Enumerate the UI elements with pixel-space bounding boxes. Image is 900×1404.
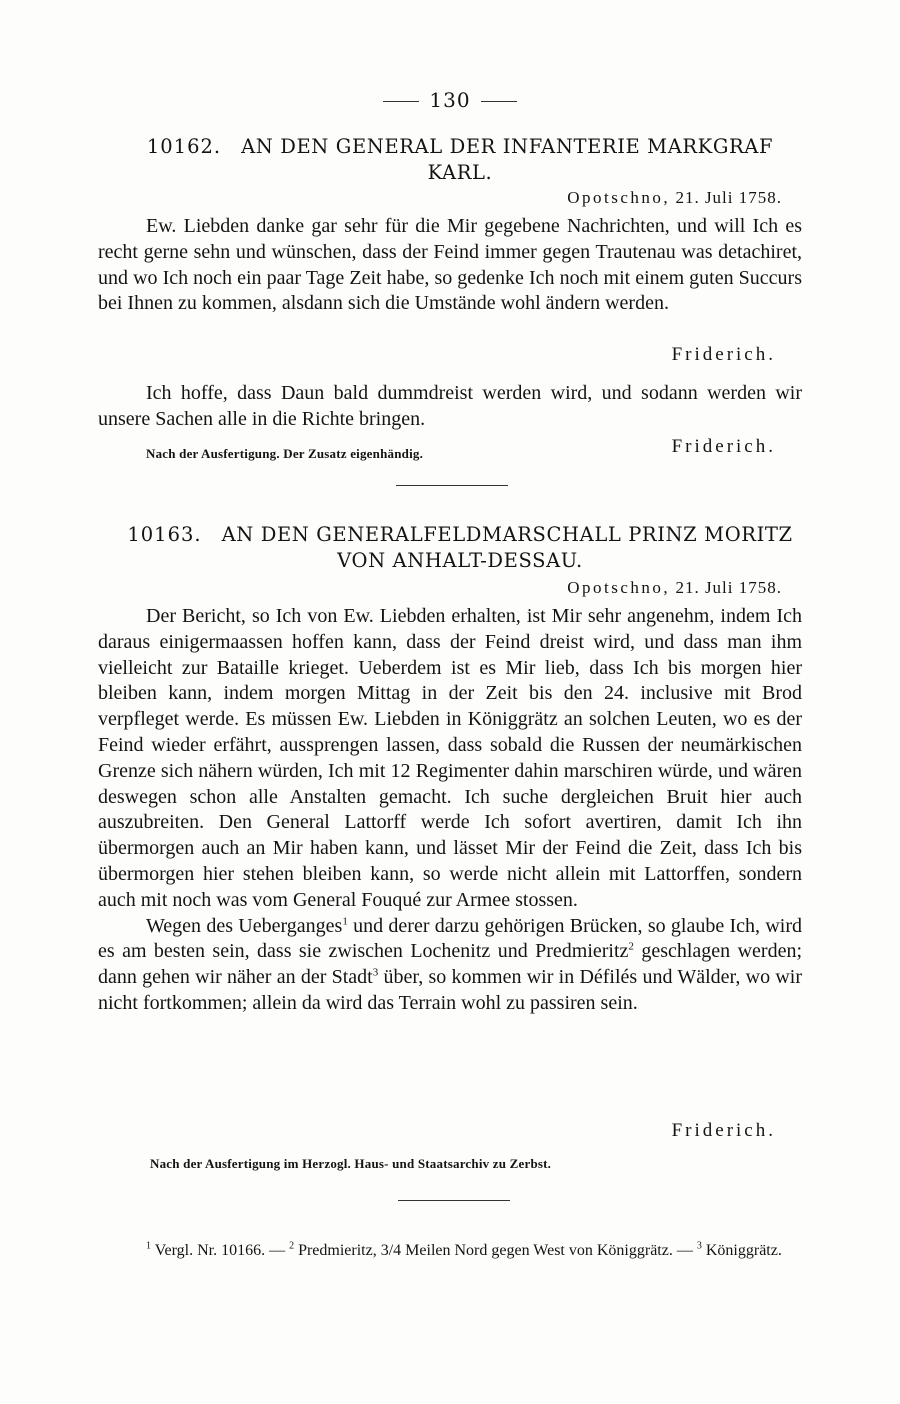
page-number-dash-left	[383, 101, 419, 102]
entry-title-line1: AN DEN GENERAL DER INFANTERIE MARKGRAF	[241, 135, 774, 158]
entry-number: 10163.	[127, 523, 202, 546]
entry-10162-letter-body	[98, 214, 802, 317]
place-name: Opotschno,	[567, 578, 671, 597]
text-run: geschlagen werden; dann gehen wir näher an der Stadt	[98, 940, 802, 989]
section-divider	[396, 485, 508, 486]
section-divider	[398, 1200, 510, 1201]
footnote-number: 2	[289, 1240, 295, 1252]
letter-date: 21. Juli 1758.	[675, 578, 782, 597]
entry-number: 10162.	[146, 135, 222, 158]
entry-10162-dateline	[567, 188, 782, 208]
signature: Friderich.	[671, 344, 776, 365]
letter-date: 21. Juli 1758.	[675, 188, 782, 207]
text-run: Wegen des Ueberganges	[146, 914, 343, 937]
source-note: Nach der Ausfertigung. Der Zusatz eigenhändig.	[146, 446, 424, 461]
footnotes	[98, 1240, 802, 1262]
footnote-text: Vergl. Nr. 10166. —	[151, 1242, 290, 1259]
letter-paragraph	[98, 914, 802, 1017]
entry-10163-heading	[116, 522, 804, 574]
entry-10163-letter-body	[98, 604, 802, 1017]
signature: Friderich.	[671, 1120, 776, 1141]
letter-paragraph: Ew. Liebden danke gar sehr für die Mir gegebene Nachrichten, und will Ich es recht gerne sehn und wünschen, dass der Feind immer gegen Trautenau was detachiret, und wo Ich noch ein paar Tage Zeit habe, so gedenke Ich noch mit einem guten Succurs bei Ihnen zu kommen, alsdann sich die Umstände wohl ändern werden.	[98, 215, 802, 315]
place-name: Opotschno,	[567, 188, 671, 207]
postscript-paragraph: Ich hoffe, dass Daun bald dummdreist werden wird, und sodann werden wir unsere Sachen alle in die Richte bringen.	[98, 382, 802, 430]
entry-title-line2: VON ANHALT-DESSAU.	[337, 549, 583, 572]
footnote-ref: 3	[372, 966, 379, 979]
entry-10162-heading	[116, 134, 804, 186]
entry-10163-dateline	[567, 578, 782, 598]
letter-paragraph: Der Bericht, so Ich von Ew. Liebden erhalten, ist Mir sehr angenehm, indem Ich daraus einigermaassen hoffen kann, dass der Feind dreist wird, und dass man ihm vielleicht zur Bataille krieget. Ueberdem ist es Mir lieb, dass Ich bis morgen hier bleiben kann, indem morgen Mittag in der Zeit bis den 24. inclusive mit Brod verpfleget werde. Es müssen Ew. Liebden in Königgrätz an solchen Leuten, wo es der Feind wieder erfährt, aussprengen lassen, dass sobald die Russen der neumärkischen Grenze sich nähern würden, Ich mit 12 Regimenter dahin marschiren würde, und wären deswegen schon alle Anstalten gemacht. Ich suche dergleichen Bruit hier auch auszubreiten. Den General Lattorff werde Ich sofort avertiren, damit Ich ihn übermorgen auch an Mir haben kann, und lässet Mir der Feind die Zeit, dass Ich bis übermorgen hier stehen bleiben kann, so werde nicht allein mit Lattorffen, sondern auch mit noch was vom General Fouqué zur Armee stossen.	[98, 605, 802, 911]
text-run: und derer darzu gehörigen Brücken, so glaube Ich, wird es am besten sein, dass sie zwischen Lochenitz und Predmieritz	[98, 914, 802, 963]
entry-title-line2: KARL.	[427, 161, 493, 184]
page-number-dash-right	[481, 101, 517, 102]
page-number-line	[0, 88, 900, 112]
footnote-number: 1	[146, 1240, 151, 1252]
footnote-ref: 2	[628, 940, 634, 953]
page-number: 130	[429, 88, 471, 112]
entry-title-line1: AN DEN GENERALFELDMARSCHALL PRINZ MORITZ	[221, 523, 793, 546]
entry-10162-postscript	[98, 381, 802, 433]
text-run: über, so kommen wir in Défilés und Wälder, wo wir nicht fortkommen; allein da wird das Terrain wohl zu passiren sein.	[98, 966, 802, 1014]
footnote-text: Predmieritz, 3/4 Meilen Nord gegen West von Königgrätz. —	[294, 1242, 697, 1259]
footnote-text: Königgrätz.	[701, 1242, 782, 1259]
signature: Friderich.	[671, 436, 776, 457]
footnote-ref: 1	[342, 914, 348, 927]
footnote-number: 3	[696, 1240, 702, 1252]
source-note: Nach der Ausfertigung im Herzogl. Haus- und Staatsarchiv zu Zerbst.	[150, 1156, 552, 1171]
